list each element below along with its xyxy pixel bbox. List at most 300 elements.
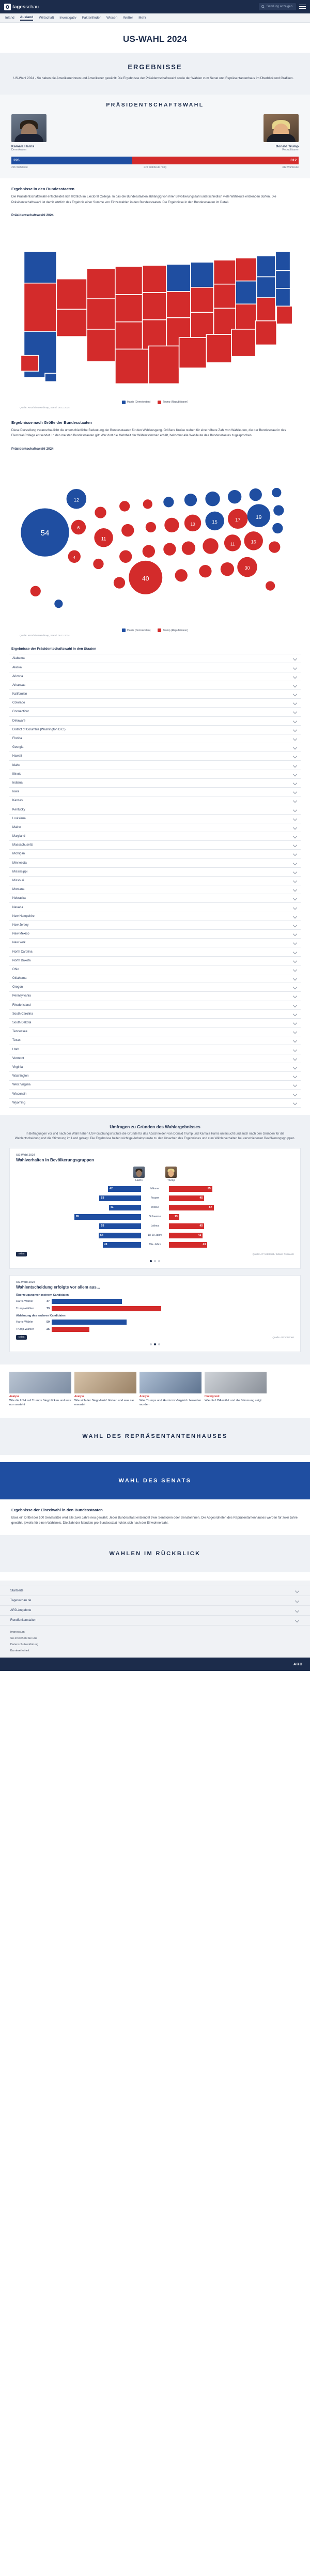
state-accordion-row[interactable] <box>9 983 301 992</box>
nav-item-wetter[interactable]: Wetter <box>123 16 133 20</box>
teaser-image-2 <box>74 1372 136 1393</box>
state-accordion-row[interactable] <box>9 788 301 796</box>
legend2-harris: Harris (Demokraten) <box>122 628 150 632</box>
group-label: Schwarze <box>149 1215 161 1219</box>
chevron-down-icon <box>293 1065 297 1069</box>
chevron-down-icon <box>295 1589 299 1593</box>
chevron-down-icon <box>293 843 297 847</box>
state-accordion-row[interactable] <box>9 815 301 823</box>
chevron-down-icon <box>293 728 297 732</box>
candidate-row <box>0 114 310 151</box>
teaser-title: Wie die USA wählt und die Stimmung zeigt <box>205 1399 261 1402</box>
harris-bar: 53 <box>99 1195 141 1201</box>
state-accordion-row[interactable] <box>9 1099 301 1108</box>
state-accordion-row[interactable] <box>9 903 301 912</box>
umfragen-section <box>0 1115 310 1364</box>
svg-text:11: 11 <box>101 535 106 541</box>
teaser-title: Wie sich der Sieg Harris' blicken und was sie erwartet <box>74 1399 134 1407</box>
chevron-down-icon <box>293 905 297 909</box>
state-name: Rhode Island <box>12 1003 31 1007</box>
ergebnisse-text: US-Wahl 2024 - So haben die Amerikanerinnen und Amerikaner gewählt: Die Ergebnisse der Präsidentschaftswahl sowie der Wahlen zum Senat und Repräsentantenhaus im Überblick und Grafiken. <box>13 76 294 80</box>
harris-bar: 41 <box>109 1205 141 1210</box>
chevron-down-icon <box>293 852 297 856</box>
harris-name: Kamala Harris <box>11 145 35 149</box>
state-name: Idaho <box>12 763 21 767</box>
umfragen-heading: Umfragen zu Gründen des Wahlergebnisses <box>110 1124 200 1129</box>
state-accordion-row[interactable] <box>9 796 301 805</box>
state-accordion-row[interactable] <box>9 1010 301 1019</box>
trump-bar: 43 <box>169 1233 203 1238</box>
bar-fill <box>52 1327 89 1332</box>
chevron-down-icon <box>293 807 297 811</box>
state-accordion-row[interactable] <box>9 841 301 850</box>
chart1-title: Wahlverhalten in Bevölkerungsgruppen <box>16 1157 94 1162</box>
chart1-harris-head <box>133 1167 145 1182</box>
state-name: Delaware <box>12 719 26 723</box>
teaser-item[interactable] <box>9 1372 71 1407</box>
top-bar <box>0 0 310 13</box>
map2-caption: Quelle: ARD/Infratest dimap, Stand: 06.11.2024 <box>20 634 70 637</box>
state-name: Kansas <box>12 799 23 803</box>
state-name: Vermont <box>12 1056 24 1060</box>
state-accordion-row[interactable] <box>9 832 301 841</box>
chart1-trump-head <box>165 1167 177 1182</box>
state-name: Oregon <box>12 986 23 989</box>
hamburger-icon[interactable] <box>299 5 306 9</box>
nav-item-ausland[interactable]: Ausland <box>20 16 34 21</box>
teaser-category: Hintergrund <box>205 1394 220 1398</box>
state-name: Iowa <box>12 790 19 794</box>
state-accordion-row[interactable] <box>9 992 301 1001</box>
state-name: Texas <box>12 1039 21 1042</box>
state-accordion-row[interactable] <box>9 885 301 894</box>
state-name: New Hampshire <box>12 914 35 918</box>
chevron-down-icon <box>293 1038 297 1042</box>
chevron-down-icon <box>293 1056 297 1061</box>
chart2-bar-row <box>16 1320 294 1325</box>
state-accordion-row[interactable] <box>9 974 301 983</box>
footer-link[interactable]: Impressum <box>10 1631 25 1634</box>
chevron-down-icon <box>293 834 297 838</box>
chevron-down-icon <box>293 932 297 936</box>
state-accordion-row[interactable] <box>9 868 301 877</box>
chart1-trump-label: Trump <box>167 1178 175 1182</box>
state-accordion-row[interactable] <box>9 672 301 681</box>
harris-bar: 85 <box>74 1214 141 1220</box>
harris-portrait <box>11 114 47 142</box>
teaser-category: Analyse <box>140 1394 150 1398</box>
footer-links <box>0 1626 310 1658</box>
chevron-down-icon <box>293 754 297 758</box>
chevron-down-icon <box>293 656 297 661</box>
chevron-down-icon <box>293 870 297 874</box>
chart2-bar-row <box>16 1306 294 1311</box>
bundesstaaten-block <box>0 178 310 207</box>
chevron-down-icon <box>293 781 297 785</box>
chart2-footer <box>16 1335 294 1340</box>
svg-text:15: 15 <box>212 519 218 525</box>
state-accordion-row[interactable] <box>9 947 301 956</box>
brand-bold: tages <box>12 4 26 10</box>
state-name: Montana <box>12 888 25 892</box>
state-name: District of Columbia (Washington D.C.) <box>12 728 66 731</box>
state-name: Ohio <box>12 968 19 971</box>
state-accordion-row[interactable] <box>9 690 301 699</box>
chevron-down-icon <box>295 1608 299 1613</box>
bar-value: 73 <box>47 1307 50 1310</box>
state-accordion-row[interactable] <box>9 921 301 930</box>
states-accordion <box>9 654 301 1108</box>
groesse-text: Diese Darstellung veranschaulicht die unterschiedliche Bedeutung der Bundesstaaten für den Wahlausgang. Größere Kreise stehen für eine höhere Zahl von Wahlleuten, die der Bundesstaat in das Electoral College entsendet. In den meisten Bundesstaaten gilt: Wer dort die Mehrheit der Wählerstimmen erhält, bekommt alle Wahlleute des Bundesstaates zugesprochen. <box>11 428 286 438</box>
state-name: Connecticut <box>12 710 29 714</box>
state-name: Illinois <box>12 772 21 776</box>
footer-link[interactable]: Barrierefreiheit <box>10 1649 29 1653</box>
chart1-share-button[interactable]: teilen <box>16 1252 27 1256</box>
state-accordion-row[interactable] <box>9 726 301 734</box>
state-name: Alaska <box>12 666 22 669</box>
chart2-share-button[interactable]: teilen <box>16 1335 27 1340</box>
state-name: Arizona <box>12 674 23 678</box>
groesse-block <box>0 412 310 441</box>
svg-text:54: 54 <box>40 528 50 538</box>
legend2-trump: Trump (Republikaner) <box>158 628 188 632</box>
state-name: Oklahoma <box>12 977 27 980</box>
nav-item-inland[interactable]: Inland <box>5 16 14 20</box>
chart-wahlentscheidung <box>9 1275 301 1352</box>
footer-section-row[interactable] <box>0 1616 310 1626</box>
teaser-image-1 <box>9 1372 71 1393</box>
state-accordion-row[interactable] <box>9 734 301 743</box>
state-name: Louisiana <box>12 817 26 820</box>
senat-section <box>0 1462 310 1499</box>
nav-item-wirtschaft[interactable]: Wirtschaft <box>39 16 54 20</box>
map2-label: Präsidentschaftswahl 2024 <box>11 447 54 451</box>
chevron-down-icon <box>293 968 297 972</box>
bar-value: 47 <box>47 1299 50 1303</box>
state-name: West Virginia <box>12 1083 31 1087</box>
chevron-down-icon <box>293 994 297 998</box>
bar-label: Harris-Wähler <box>16 1320 34 1324</box>
trump-bar: 45 <box>169 1195 204 1201</box>
chevron-down-icon <box>293 923 297 927</box>
legend-harris: Harris (Demokraten) <box>122 401 150 404</box>
state-accordion-row[interactable] <box>9 1054 301 1063</box>
footer-sections <box>0 1586 310 1626</box>
repraesentantenhaus-heading: WAHL DES REPRÄSENTANTENHAUSES <box>82 1433 228 1439</box>
ergebnisse-heading: ERGEBNISSE <box>128 63 182 71</box>
state-accordion-row[interactable] <box>9 912 301 921</box>
state-name: Pennsylvania <box>12 994 31 998</box>
harris-electors-label: 226 Wahlleute <box>11 166 28 170</box>
svg-text:40: 40 <box>142 574 149 582</box>
svg-text:10: 10 <box>190 522 195 527</box>
state-accordion-row[interactable] <box>9 859 301 868</box>
praesidentschaftswahl-heading: PRÄSIDENTSCHAFTSWAHL <box>106 102 204 109</box>
repraesentantenhaus-section <box>0 1418 310 1455</box>
related-teasers <box>0 1364 310 1410</box>
footer-link[interactable]: So erreichen Sie uns <box>10 1637 37 1640</box>
state-accordion-row[interactable] <box>9 805 301 814</box>
chevron-down-icon <box>293 665 297 669</box>
chevron-down-icon <box>293 825 297 830</box>
bar-fill <box>52 1306 161 1311</box>
nav-item-wissen[interactable]: Wissen <box>106 16 118 20</box>
state-accordion-row[interactable] <box>9 761 301 770</box>
chart2-sub1: Überzeugung von meinem Kandidaten <box>16 1293 69 1297</box>
chevron-down-icon <box>293 737 297 741</box>
state-accordion-row[interactable] <box>9 1036 301 1045</box>
state-name: Michigan <box>12 852 25 856</box>
chevron-down-icon <box>293 816 297 820</box>
bar-label: Harris-Wähler <box>16 1299 34 1303</box>
bar-label: Trump-Wähler <box>16 1307 34 1310</box>
trump-portrait <box>264 114 299 142</box>
chart1-group-row <box>16 1232 294 1239</box>
state-name: Wisconsin <box>12 1092 27 1096</box>
teaser-item[interactable] <box>205 1372 267 1407</box>
state-name: Virginia <box>12 1065 23 1069</box>
chart2-bar-row <box>16 1299 294 1304</box>
state-accordion-row[interactable] <box>9 1081 301 1090</box>
state-accordion-row[interactable] <box>9 752 301 761</box>
state-accordion-row[interactable] <box>9 1028 301 1036</box>
svg-text:19: 19 <box>256 514 262 520</box>
senat-heading: WAHL DES SENATS <box>118 1477 192 1484</box>
chevron-down-icon <box>293 1030 297 1034</box>
praesidentschaftswahl-section <box>0 95 310 178</box>
brand-text <box>12 4 39 10</box>
state-name: Colorado <box>12 701 25 705</box>
brand-light: schau <box>25 4 39 10</box>
group-label: Frauen <box>150 1197 160 1200</box>
us-bubble-map[interactable] <box>0 453 310 640</box>
chart1-group-row <box>16 1213 294 1221</box>
candidate-harris <box>11 114 155 151</box>
state-name: Wyoming <box>12 1101 25 1105</box>
state-accordion-row[interactable] <box>9 1001 301 1010</box>
chart1-pagination[interactable] <box>16 1260 294 1262</box>
rueckblick-section <box>0 1535 310 1572</box>
chart2-pagination[interactable] <box>16 1343 294 1345</box>
state-accordion-row[interactable] <box>9 877 301 885</box>
nav-item-mehr[interactable]: Mehr <box>138 16 147 20</box>
state-accordion-row[interactable] <box>9 681 301 690</box>
top-bar-right <box>259 3 306 10</box>
group-label: 65+ Jahre <box>149 1243 161 1247</box>
legend-trump: Trump (Republikaner) <box>158 401 188 404</box>
harris-bar: 49 <box>103 1242 141 1248</box>
state-name: North Carolina <box>12 950 33 954</box>
groesse-heading: Ergebnisse nach Größe der Bundesstaaten <box>11 420 92 425</box>
search-icon <box>261 5 265 9</box>
trump-name: Donald Trump <box>275 145 299 149</box>
group-label: Latinos <box>150 1224 160 1228</box>
chevron-down-icon <box>293 763 297 767</box>
state-name: Georgia <box>12 746 24 749</box>
map1-caption: Quelle: ARD/Infratest dimap, Stand: 06.11.2024 <box>20 406 70 409</box>
bundesstaaten-heading: Ergebnisse in den Bundesstaaten <box>11 187 74 192</box>
state-accordion-row[interactable] <box>9 779 301 788</box>
footer-section-label: Startseite <box>10 1589 24 1593</box>
footer-link[interactable]: Datenschutzerklärung <box>10 1643 39 1647</box>
teaser-category: Analyse <box>74 1394 85 1398</box>
state-name: North Dakota <box>12 959 31 962</box>
svg-text:17: 17 <box>235 517 241 523</box>
footer-section-row[interactable] <box>0 1596 310 1606</box>
bar-label: Trump-Wähler <box>16 1327 34 1331</box>
bar-fill <box>52 1320 127 1325</box>
state-accordion-row[interactable] <box>9 1063 301 1072</box>
footer <box>0 1581 310 1671</box>
chevron-down-icon <box>293 1100 297 1105</box>
state-accordion-row[interactable] <box>9 770 301 779</box>
main-navigation <box>0 13 310 23</box>
state-name: Minnesota <box>12 861 27 865</box>
teaser-category: Analyse <box>9 1394 20 1398</box>
map2-legend <box>8 626 302 633</box>
svg-text:30: 30 <box>244 565 250 571</box>
footer-section-row[interactable] <box>0 1586 310 1596</box>
chart1-source: Quelle: AP VoteCast / Edison Research <box>252 1252 294 1255</box>
state-accordion-row[interactable] <box>9 894 301 903</box>
teaser-image-4 <box>205 1372 267 1393</box>
state-accordion-row[interactable] <box>9 850 301 858</box>
state-name: Kalifornien <box>12 693 27 696</box>
search-placeholder: Sendung anzeigen <box>267 5 293 8</box>
chevron-down-icon <box>293 896 297 900</box>
harris-thumb <box>133 1167 145 1178</box>
chevron-down-icon <box>293 958 297 962</box>
chevron-down-icon <box>293 772 297 776</box>
state-accordion-row[interactable] <box>9 1019 301 1028</box>
state-accordion-row[interactable] <box>9 699 301 708</box>
state-accordion-row[interactable] <box>9 1072 301 1081</box>
chevron-down-icon <box>293 799 297 803</box>
chart1-harris-label: Harris <box>135 1178 143 1182</box>
chevron-down-icon <box>293 1092 297 1096</box>
rueckblick-heading: WAHLEN IM RÜCKBLICK <box>109 1551 201 1557</box>
state-accordion-row[interactable] <box>9 957 301 965</box>
states-accordion-title: Ergebnisse der Präsidentschaftswahl in den Staaten <box>11 647 97 651</box>
site-logo[interactable] <box>4 4 39 10</box>
harris-electors: 226 <box>11 157 132 164</box>
state-accordion-row[interactable] <box>9 1090 301 1098</box>
chart1-group-row <box>16 1222 294 1230</box>
state-accordion-row[interactable] <box>9 663 301 672</box>
footer-section-label: Rundfunkanstalten <box>10 1619 37 1622</box>
chart1-kicker: US-Wahl 2024 <box>16 1153 35 1157</box>
state-accordion-row[interactable] <box>9 939 301 947</box>
state-accordion-row[interactable] <box>9 654 301 663</box>
state-accordion-row[interactable] <box>9 930 301 939</box>
group-label: 18-29 Jahre <box>148 1234 162 1237</box>
ard-logo: ARD <box>293 1662 303 1666</box>
umfragen-text: In Befragungen vor und nach der Wahl haben US-Forschungsinstitute die Gründe für das Abschneiden von Donald Trump und Kamala Harris untersucht und auch nach den Gründen für die Wahlentscheidung und die Stimmung im Land gefragt. Die Ergebnisse helfen wichtige Anhaltspunkte zu den Ursachen des Ergebnisses und zum Wählerverhalten bei verschiedenen Bevölkerungsgruppen. <box>14 1132 296 1141</box>
harris-party: Demokraten <box>11 148 27 152</box>
chevron-down-icon <box>293 941 297 945</box>
map1-label: Präsidentschaftswahl 2024 <box>11 213 54 217</box>
chevron-down-icon <box>293 1021 297 1025</box>
teaser-title: Wie die USA auf Trumps Sieg blicken und was nun ansteht <box>9 1399 71 1407</box>
us-bubble-map-svg <box>8 454 302 627</box>
state-accordion-row[interactable] <box>9 743 301 752</box>
footer-section-label: ARD-Angebote <box>10 1609 32 1613</box>
footer-bottom <box>0 1658 310 1671</box>
chevron-down-icon <box>295 1599 299 1603</box>
teaser-item[interactable] <box>74 1372 136 1407</box>
chart2-kicker: US-Wahl 2024 <box>16 1280 35 1284</box>
electoral-legend <box>11 166 299 169</box>
footer-section-row[interactable] <box>0 1606 310 1616</box>
trump-thumb <box>165 1167 177 1178</box>
chevron-down-icon <box>293 674 297 678</box>
chevron-down-icon <box>293 949 297 954</box>
chevron-down-icon <box>293 718 297 723</box>
trump-bar: 57 <box>169 1205 214 1210</box>
footer-section-label: Tagesschau.de <box>10 1599 32 1603</box>
chart2-sub2: Ablehnung des anderen Kandidaten <box>16 1314 66 1317</box>
bundesstaaten-bottom-block <box>0 1499 310 1528</box>
state-name: Alabama <box>12 657 25 661</box>
nav-item-faktenfinder[interactable]: Faktenfinder <box>82 16 101 20</box>
threshold-label: 270 Wahlleute nötig <box>143 166 166 170</box>
chart2-rows-overzeugung <box>16 1299 294 1311</box>
state-name: South Dakota <box>12 1021 32 1024</box>
svg-text:4: 4 <box>73 555 75 560</box>
state-name: South Carolina <box>12 1012 33 1016</box>
state-name: Kentucky <box>12 808 25 811</box>
trump-bar: 45 <box>169 1223 204 1229</box>
chevron-down-icon <box>293 790 297 794</box>
state-name: Florida <box>12 737 22 740</box>
state-accordion-row[interactable] <box>9 823 301 832</box>
chevron-down-icon <box>293 701 297 705</box>
chart-wahlverhalten <box>9 1148 301 1269</box>
chart1-footer <box>16 1252 294 1256</box>
state-name: Nebraska <box>12 897 26 900</box>
chevron-down-icon <box>293 1012 297 1016</box>
state-accordion-row[interactable] <box>9 1045 301 1054</box>
chart1-group-row <box>16 1194 294 1202</box>
trump-bar: 13 <box>169 1214 179 1220</box>
state-accordion-row[interactable] <box>9 717 301 726</box>
chevron-down-icon <box>293 914 297 918</box>
search-input[interactable] <box>259 3 296 10</box>
svg-text:16: 16 <box>251 539 256 544</box>
us-choropleth-map[interactable] <box>0 219 310 412</box>
chart1-group-row <box>16 1185 294 1193</box>
chevron-down-icon <box>293 1083 297 1087</box>
state-accordion-row[interactable] <box>9 708 301 716</box>
us-map-svg <box>8 220 302 398</box>
state-accordion-row[interactable] <box>9 965 301 974</box>
teaser-image-3 <box>140 1372 202 1393</box>
nav-item-investigativ[interactable]: Investigativ <box>59 16 76 20</box>
trump-bar: 49 <box>169 1242 207 1248</box>
chevron-down-icon <box>293 710 297 714</box>
state-name: Hawaii <box>12 755 22 758</box>
bar-value: 25 <box>47 1327 50 1331</box>
candidate-trump <box>155 114 299 151</box>
teaser-item[interactable] <box>140 1372 202 1407</box>
group-label: Weiße <box>151 1206 159 1209</box>
state-name: Maine <box>12 825 21 829</box>
svg-text:6: 6 <box>77 525 80 530</box>
page-title: US-WAHL 2024 <box>123 34 187 44</box>
state-name: Massachusetts <box>12 844 34 847</box>
trump-party: Republikaner <box>282 148 299 152</box>
chevron-down-icon <box>293 1003 297 1007</box>
